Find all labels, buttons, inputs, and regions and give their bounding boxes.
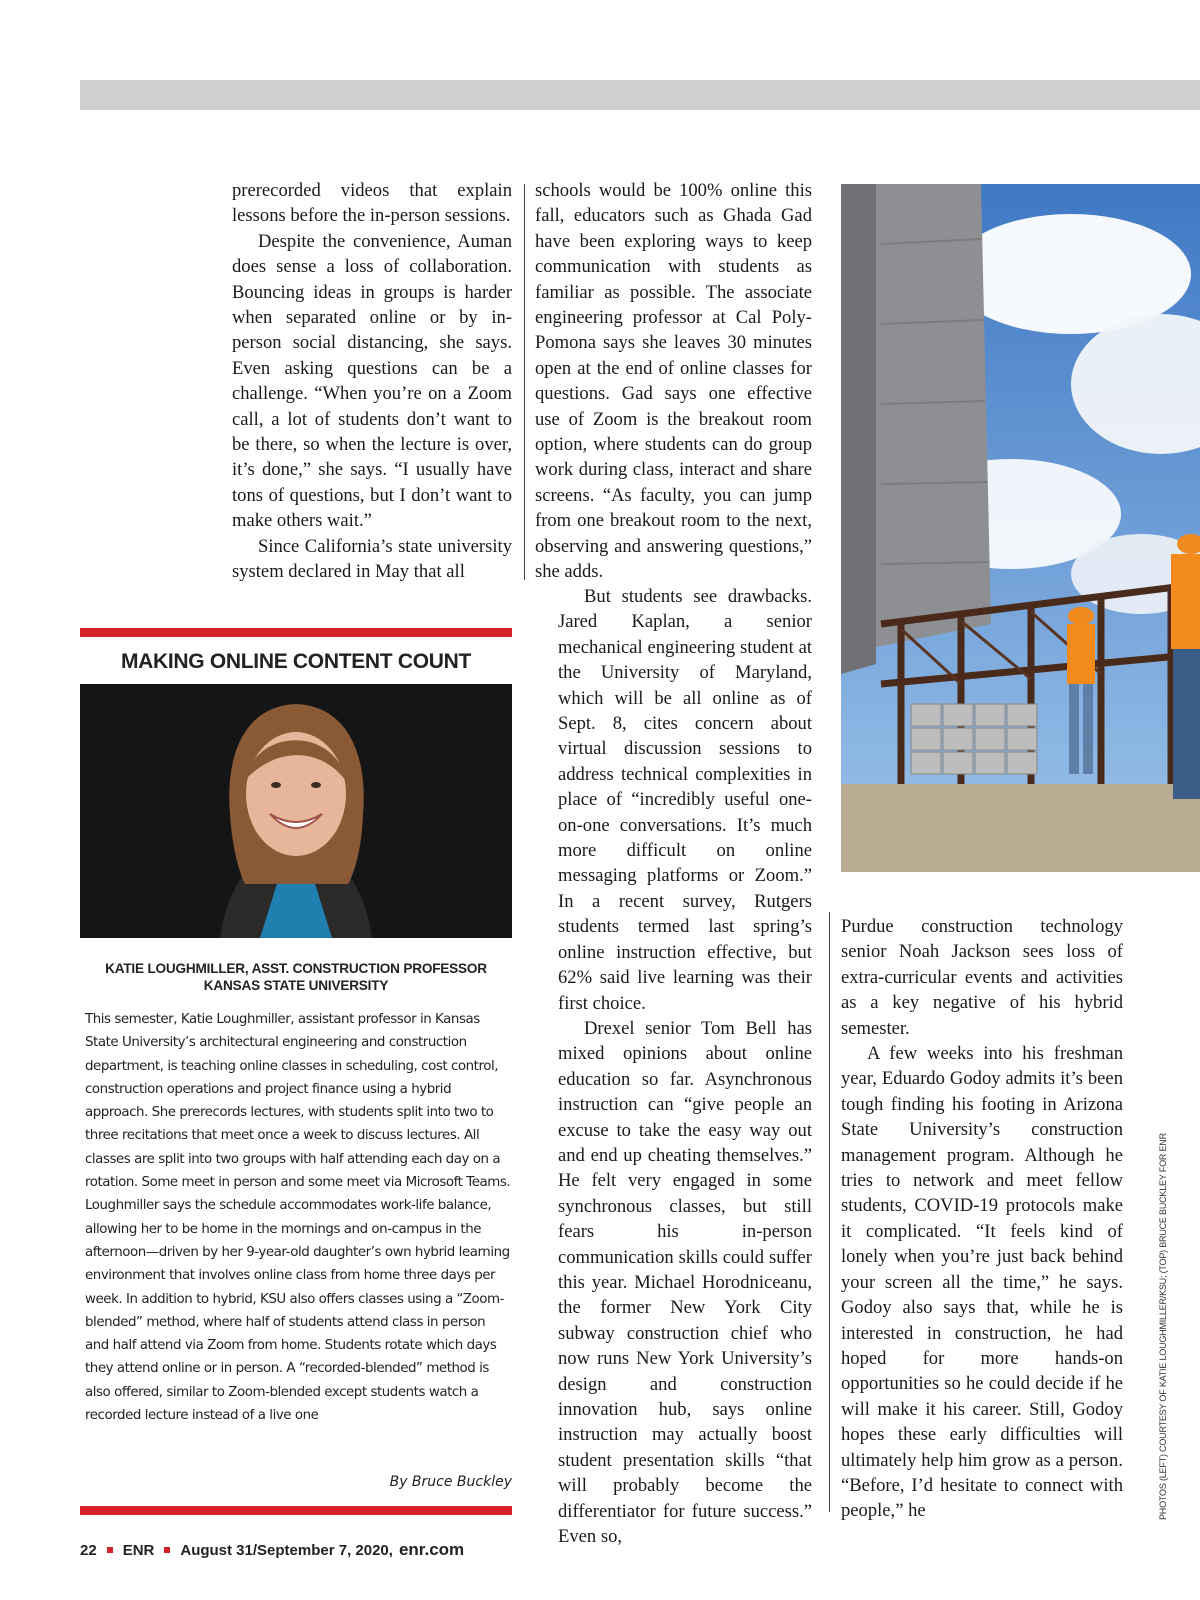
worker-figure [1171,534,1200,799]
sidebar-title: MAKING ONLINE CONTENT COUNT [120,650,472,673]
portrait-image [80,684,512,938]
bullet-square-icon [164,1547,170,1553]
footer-url: enr.com [398,1540,465,1559]
article-paragraph: prerecorded videos that explain lessons before the in-person sessions. [232,180,512,227]
sidebar-bottom-rule [80,1506,512,1515]
portrait-caption [80,960,512,994]
sidebar-byline: By Bruce Buckley [389,1474,512,1490]
column-divider [524,184,525,580]
article-paragraph: But students see drawbacks. Jared Kaplan, a senior mechanical engineering student at the University of Maryland, which will be all online as of Sept. 8, cites concern about virtual discussion sessions to address technical complexities in place of “incredibly useful one-on-one conversations. It’s much more difficult on online messaging platforms or Zoom.” In a recent survey, Rutgers students termed last spring’s online instruction effective, but 62% said live learning was their first choice. [558,586,812,1014]
article-paragraph: Despite the convenience, Auman does sense a loss of collaboration. Bouncing ideas in groups is harder when separated online or by in-person social distancing, she says. Even asking questions can be a challenge. “When you’re on a Zoom call, a lot of students don’t want to be there, so when the lecture is over, it’s done,” she says. “I usually have tons of questions, but I don’t want to make others wait.” [232,230,512,532]
column-divider [829,912,830,1512]
footer-date: August 31/September 7, 2020, [180,1541,393,1559]
footer-brand: ENR [122,1541,155,1559]
caption-name-line: KATIE LOUGHMILLER, ASST. CONSTRUCTION PROFESSOR [105,961,487,976]
sidebar-body: This semester, Katie Loughmiller, assistant professor in Kansas State University’s architectural engineering and construction department, is teaching online classes in scheduling, cost control, construction operations and project finance using a hybrid approach. She prerecords lectures, with students split into two to three recitations that meet once a week to discuss lectures. All classes are split into two groups with half attending each day on a rotation. Some meet in person and some meet via Microsoft Teams. Loughmiller says the schedule accommodates work-life balance, allowing her to be home in the mornings and on-campus in the afternoon—driven by her 9-year-old daughter’s own hybrid learning environment that involves online class from home three days per week. In addition to hybrid, KSU also offers classes using a “Zoom-blended” method, where half of students attend class in person and half attend via Zoom from home. Students rotate which days they attend online or in person. A “recorded-blended” method is also offered, similar to Zoom-blended except students watch a recorded lecture instead of a live one [85,1012,511,1424]
caption-affiliation-line: KANSAS STATE UNIVERSITY [203,978,389,993]
article-paragraph: Since California’s state university system declared in May that all [232,535,512,583]
article-column-1 [232,178,512,585]
article-paragraph: schools would be 100% online this fall, educators such as Ghada Gad have been exploring ways to keep communication with students as familiar as possible. The associate engineering professor at Cal Poly-Pomona says she leaves 30 minutes open at the end of online classes for questions. Gad says one effective use of Zoom is the breakout room option, where students can do group work during class, interact and share screens. “As faculty, you can jump from one breakout room to the next, observing and answering questions,” she adds. [535,180,812,583]
sidebar-top-rule [80,628,512,637]
header-gray-bar [80,80,1200,110]
construction-site-photo [841,184,1200,872]
page-footer [80,1540,464,1560]
article-paragraph: A few weeks into his freshman year, Eduardo Godoy admits it’s been tough finding his footing in Arizona State University’s construction management program. Although he tries to network and meet fellow students, COVID-19 protocols make it complicated. “It feels kind of lonely when you’re just back behind your screen all the time,” he says. Godoy also says that, while he is interested in construction, he had hoped for more hands-on opportunities so he could decide if he will make it his career. Still, Godoy hopes these early difficulties will ultimately help him grow as a person. “Before, I’d hesitate to connect with people,” he [841,1043,1123,1522]
photo-credit: PHOTOS (LEFT) COURTESY OF KATIE LOUGHMILLER/KSU; (TOP) BRUCE BUCKLEY FOR ENR [1158,1133,1168,1520]
article-column-2-top [535,178,812,585]
article-column-2-bottom [558,584,812,1549]
portrait-photo [80,684,512,938]
bullet-square-icon [107,1547,113,1553]
construction-photo-image [841,184,1200,872]
article-column-3 [841,914,1123,1524]
article-paragraph: Drexel senior Tom Bell has mixed opinions about online education so far. Asynchronous instruction can “give people an excuse to take the easy way out and end up cheating themselves.” He felt very engaged in some synchronous classes, but still fears his in-person communication skills could suffer this year. Michael Horodniceanu, the former New York City subway construction chief who now runs New York University’s design and construction innovation hub, says online instruction may actually boost student presentation skills “that will probably become the differentiator for future success.” Even so, [558,1017,812,1548]
page-number: 22 [80,1541,97,1559]
article-paragraph: Purdue construction technology senior Noah Jackson sees loss of extra-curricular events and activities as a key negative of his hybrid semester. [841,916,1123,1039]
